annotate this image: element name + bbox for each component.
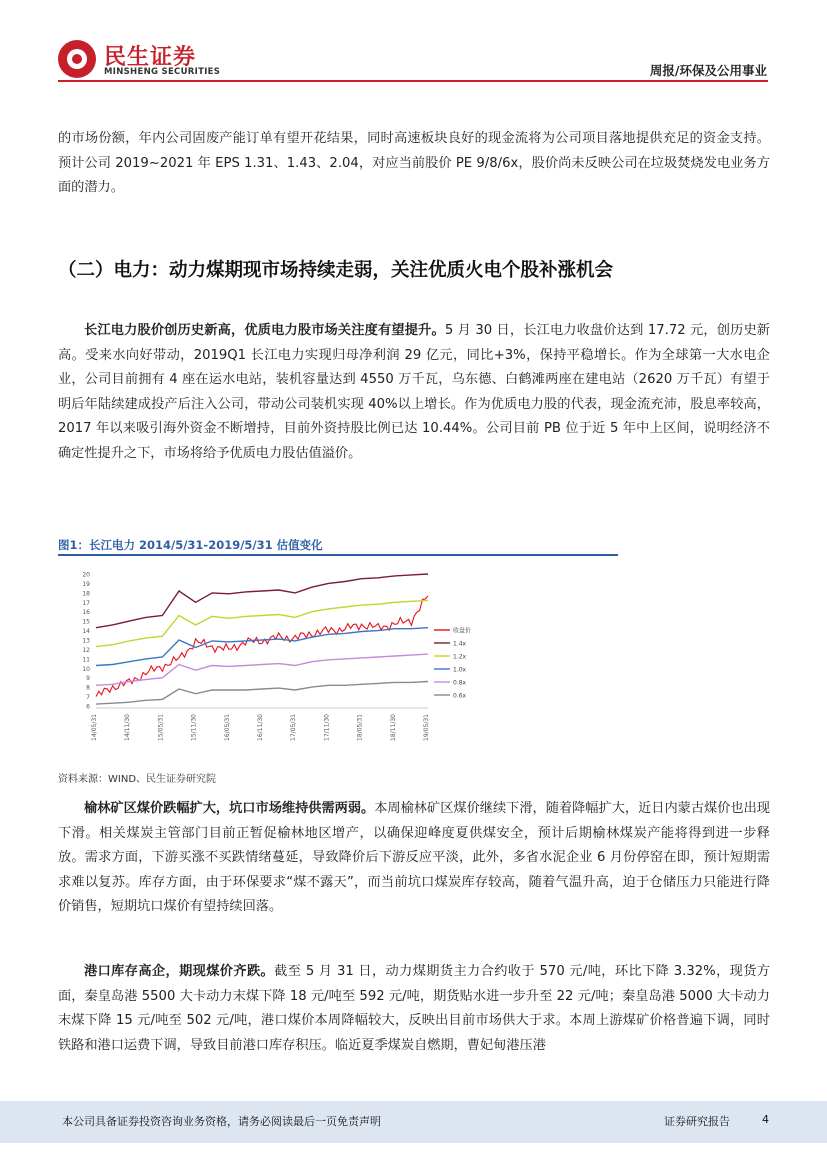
x-tick-label: 16/11/30	[257, 714, 264, 741]
paragraph-body: 截至 5 月 31 日，动力煤期货主力合约收于 570 元/吨，环比下降 3.32%，现货方面，秦皇岛港 5500 大卡动力末煤下降 18 元/吨至 592 元/吨，期货贴水进一步升至 22 元/吨；秦皇岛港 5000 大卡动力末煤下降 15 元/吨至 502 元/吨，港口煤价本周降幅较大，反映出目前市场供大于求。本周上游煤矿价格普遍下调，同时铁路和港口运费下调，导致目前港口库存积压。临近夏季煤炭自燃期，曹妃甸港压港	[58, 964, 770, 1053]
y-tick-label: 19	[82, 580, 90, 588]
valuation-chart	[62, 566, 482, 762]
logo-mark-core	[72, 54, 82, 64]
paragraph-yulin	[58, 797, 770, 920]
paragraph-changjiang	[58, 319, 770, 466]
x-tick-label: 15/05/31	[157, 714, 165, 741]
y-tick-label: 11	[82, 656, 90, 664]
y-tick-label: 14	[82, 628, 90, 636]
paragraph-body: 本周榆林矿区煤价继续下滑，随着降幅扩大，近日内蒙古煤价也出现下滑。相关煤炭主管部门目前正暂促榆林地区增产，以确保迎峰度夏供煤安全，预计后期榆林煤炭产能将得到进一步释放。需求方面，下游买涨不买跌情绪蔓延，导致降价后下游反应平淡，此外，多省水泥企业 6 月份停窑在即，预计短期需求难以复苏。库存方面，由于环保要求“煤不露天”，而当前坑口煤炭库存较高，随着气温升高，迫于仓储压力只能进行降价销售，短期坑口煤价有望持续回落。	[58, 801, 770, 914]
x-tick-label: 17/11/30	[323, 714, 331, 741]
x-tick-label: 14/05/31	[91, 714, 98, 741]
x-tick-label: 19/05/31	[423, 714, 430, 741]
x-tick-label: 16/05/31	[223, 714, 231, 741]
paragraph-lead: 榆林矿区煤价跌幅扩大，坑口市场维持供需两弱。	[84, 801, 375, 816]
paragraph-lead: 长江电力股价创历史新高，优质电力股市场关注度有望提升。	[84, 323, 445, 338]
paragraph-lead: 港口库存高企，期现煤价齐跌。	[84, 964, 275, 979]
y-tick-label: 20	[82, 571, 90, 579]
x-tick-label: 18/11/30	[389, 714, 397, 741]
series-line-1	[96, 574, 428, 628]
paragraph-body: 5 月 30 日，长江电力收盘价达到 17.72 元，创历史新高。受来水向好带动，2019Q1 长江电力实现归母净利润 29 亿元，同比+3%，保持平稳增长。作为全球第一大水电企业，公司目前拥有 4 座在运水电站，装机容量达到 4550 万千瓦，乌东德、白鹤滩两座在建电站（2620 万千瓦）有望于明后年陆续建成投产后注入公司，带动公司装机实现 40%以上增长。作为优质电力股的代表，现金流充沛，股息率较高，2017 年以来吸引海外资金不断增持，目前外资持股比例已达 10.44%。公司目前 PB 位于近 5 年中上区间，说明经济不确定性提升之下，市场将给予优质电力股估值溢价。	[58, 323, 770, 461]
legend-label: 0.6x	[453, 692, 467, 700]
figure-divider	[58, 554, 618, 556]
y-tick-label: 7	[86, 694, 90, 702]
y-tick-label: 9	[86, 675, 90, 683]
y-tick-label: 15	[82, 618, 90, 626]
x-tick-label: 14/11/30	[124, 714, 132, 741]
paragraph-intro: 的市场份额，年内公司固废产能订单有望开花结果，同时高速板块良好的现金流将为公司项目落地提供充足的资金支持。预计公司 2019~2021 年 EPS 1.31、1.43、2.04，对应当前股价 PE 9/8/6x，股价尚未反映公司在垃圾焚烧发电业务方面的潜力。	[58, 131, 770, 195]
y-tick-label: 18	[82, 590, 90, 598]
legend-label: 1.2x	[453, 653, 467, 661]
y-tick-label: 12	[82, 646, 90, 654]
footer-disclaimer: 本公司具备证券投资咨询业务资格，请务必阅读最后一页免责声明	[62, 1115, 381, 1128]
x-tick-label: 17/05/31	[290, 714, 298, 741]
section-title: （二）电力：动力煤期现市场持续走弱，关注优质火电个股补涨机会	[58, 260, 614, 281]
y-tick-label: 8	[86, 684, 90, 692]
y-tick-label: 10	[82, 665, 90, 673]
figure-source: 资料来源：WIND、民生证券研究院	[58, 774, 217, 785]
y-tick-label: 16	[82, 609, 90, 617]
x-tick-label: 18/05/31	[356, 714, 364, 741]
logo-text-cn: 民生证券	[104, 45, 197, 70]
y-tick-label: 6	[86, 703, 90, 711]
x-tick-label: 15/11/30	[190, 714, 198, 741]
legend-label: 1.4x	[453, 640, 467, 648]
figure-title: 图1：长江电力 2014/5/31-2019/5/31 估值变化	[58, 538, 323, 552]
legend-label: 0.8x	[453, 679, 467, 687]
y-tick-label: 13	[82, 637, 90, 645]
legend-label: 1.0x	[453, 666, 467, 674]
logo-text-en: MINSHENG SECURITIES	[104, 67, 221, 77]
y-tick-label: 17	[82, 599, 90, 607]
header-divider	[58, 80, 768, 82]
legend-label: 收盘价	[453, 627, 472, 635]
footer-report-label: 证券研究报告	[664, 1115, 730, 1128]
report-type: 周报/环保及公用事业	[649, 63, 767, 78]
series-line-5	[96, 682, 428, 705]
series-line-3	[96, 628, 428, 666]
page-number: 4	[762, 1113, 769, 1126]
series-line-0	[96, 596, 428, 697]
paragraph-port	[58, 960, 770, 1058]
